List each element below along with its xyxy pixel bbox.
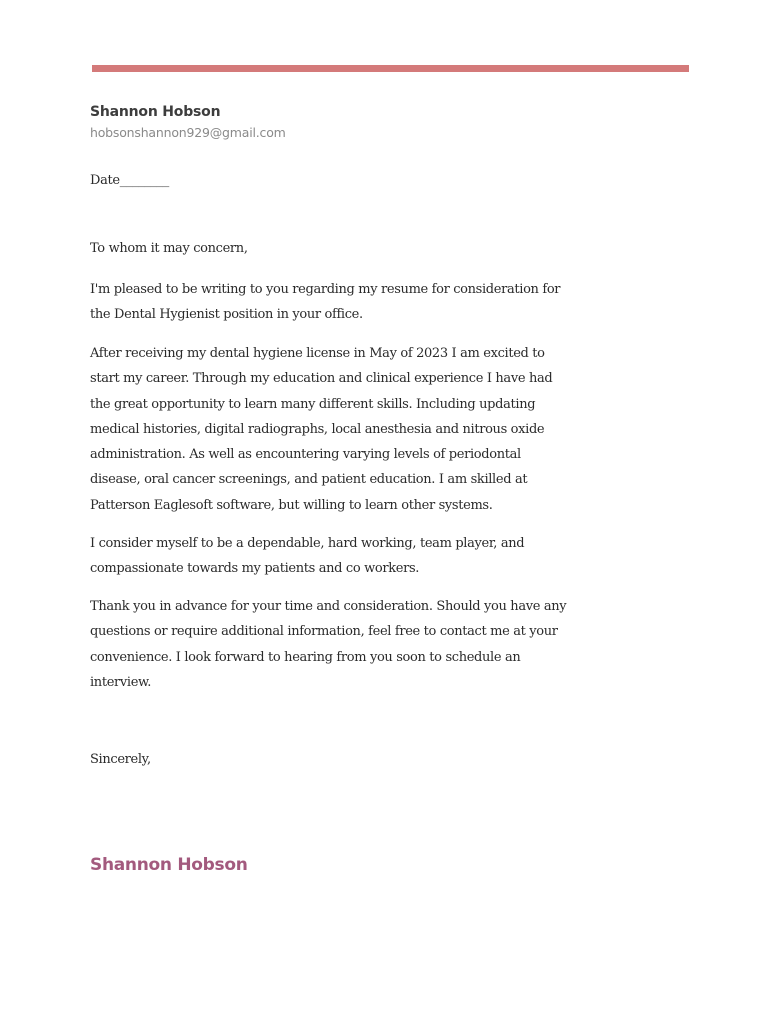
paragraph-closing-remarks: Thank you in advance for your time and consideration. Should you have any questions or require additional information, feel free to contact me at your convenience. I look forward to hearing from you soon to schedule an interview.: [90, 599, 567, 690]
paragraph-qualities: I consider myself to be a dependable, hard working, team player, and compassionate towards my patients and co workers.: [90, 536, 525, 577]
date-line: Date________: [90, 173, 169, 188]
header-accent-bar: [92, 65, 689, 72]
paragraph-experience: After receiving my dental hygiene license in May of 2023 I am excited to start my career. Through my education and clinical experience I have had the great opportunity to learn many different skills. Including updating medical histories, digital radiographs, local anesthesia and nitrous oxide administration. As well as encountering varying levels of periodontal disease, oral cancer screenings, and patient education. I am skilled at Patterson Eaglesoft software, but willing to learn other systems.: [90, 346, 553, 513]
paragraph-intro: I'm pleased to be writing to you regarding my resume for consideration for the Dental Hygienist position in your office.: [90, 282, 561, 323]
sender-email: hobsonshannon929@gmail.com: [90, 125, 286, 140]
closing: Sincerely,: [90, 752, 151, 767]
sender-name: Shannon Hobson: [90, 104, 221, 120]
salutation: To whom it may concern,: [90, 241, 248, 256]
signature-name: Shannon Hobson: [90, 855, 248, 875]
